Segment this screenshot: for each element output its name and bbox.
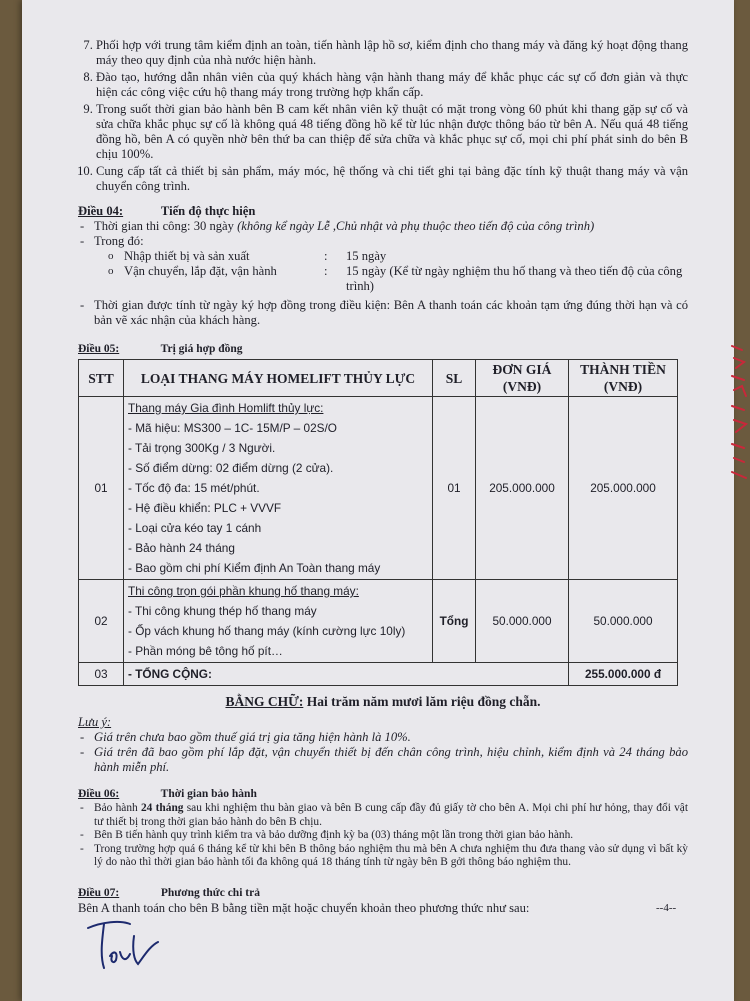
list-item — [78, 219, 688, 234]
item-heading: Thang máy Gia đình Homlift thủy lực: — [128, 401, 324, 415]
table-total-row — [79, 663, 678, 686]
cell-total: 205.000.000 — [569, 397, 678, 580]
section-title: Phương thức chi trả — [160, 886, 260, 899]
item-heading: Thi công trọn gói phần khung hố thang máy: — [128, 584, 359, 598]
sub-item-colon: : — [324, 264, 328, 278]
section-title: Trị giá hợp đồng — [160, 343, 243, 355]
list-item: - Giá trên đã bao gồm phí lắp đặt, vận chuyển thiết bị đến chân công trình, hiệu chỉnh, kiểm định và 24 tháng bảo hành miễn phí. — [78, 745, 688, 775]
item-line: - Loại cửa kéo tay 1 cánh — [128, 521, 262, 535]
construction-time-note: (không kể ngày Lễ ,Chủ nhật và phụ thuộc theo tiến độ của công trình) — [237, 219, 595, 233]
header-sl: SL — [433, 360, 476, 397]
list-item: - Thời gian được tính từ ngày ký hợp đồng trong điều kiện: Bên A thanh toán các khoản tạm ứng đúng thời hạn và có bản vẽ xác nhận của khách hàng. — [78, 298, 688, 328]
table-row — [79, 580, 678, 663]
cell-unit-price: 50.000.000 — [476, 580, 569, 663]
construction-time: Thời gian thi công: 30 ngày — [94, 219, 238, 233]
cell-stt: 01 — [79, 397, 124, 580]
item-line: - Bảo hành 24 tháng — [128, 541, 235, 555]
table-header-row — [79, 360, 678, 397]
section-heading-04 — [78, 204, 688, 219]
cell-sl: 01 — [433, 397, 476, 580]
obligations-list — [78, 38, 688, 194]
item-line: - Mã hiệu: MS300 – 1C- 15M/P – 02S/O — [128, 421, 337, 435]
cell-unit-price: 205.000.000 — [476, 397, 569, 580]
signature-icon — [80, 916, 170, 976]
list-item — [78, 802, 688, 829]
amount-in-words-text: Hai trăm năm mươi lăm riệu đồng chẵn. — [303, 694, 541, 709]
sub-item-label: o Vận chuyển, lắp đặt, vận hành — [124, 264, 277, 278]
list-item: - Trong đó: — [78, 234, 688, 249]
amount-in-words-label: BẰNG CHỮ: — [225, 694, 304, 709]
document-page — [22, 0, 734, 1001]
section-heading-07 — [78, 886, 688, 901]
list-item: 10. Cung cấp tất cả thiết bị sản phẩm, máy móc, hệ thống và chi tiết ghi tại bảng đặc tính kỹ thuật thang máy và vận chuyển công trình. — [96, 164, 688, 194]
page-number: --4-- — [656, 902, 677, 914]
warranty-text: Bảo hành — [94, 802, 141, 814]
section-title: Tiến độ thực hiện — [160, 204, 256, 218]
list-item — [78, 249, 688, 264]
price-table — [78, 359, 678, 686]
cell-sl: Tổng — [433, 580, 476, 663]
section-number: Điều 06: — [78, 788, 120, 800]
cell-total: 50.000.000 — [569, 580, 678, 663]
section-heading-05 — [78, 342, 688, 357]
header-type: LOẠI THANG MÁY HOMELIFT THỦY LỰC — [124, 360, 433, 397]
header-stt: STT — [79, 360, 124, 397]
section-number: Điều 07: — [78, 886, 120, 899]
list-item: - Bên B tiến hành quy trình kiểm tra và bảo dưỡng định kỳ ba (03) tháng một lần trong thời gian bảo hành. — [78, 829, 688, 843]
header-unit-price: ĐƠN GIÁ (VNĐ) — [476, 360, 569, 397]
header-total: THÀNH TIỀN (VNĐ) — [569, 360, 678, 397]
warranty-period: 24 tháng — [140, 802, 184, 814]
total-label: - TỔNG CỘNG: — [124, 663, 569, 686]
list-item: - Trong trường hợp quá 6 tháng kể từ khi bên B thông báo nghiệm thu mà bên A chưa nghiệm thu đưa thang vào sử dụng vì bất kỳ lý do nào thì thời gian bảo hành tối đa không quá 18 tháng tính từ ngày bên B gởi thông báo nghiệm thu. — [78, 843, 688, 870]
total-value: 255.000.000 đ — [569, 663, 678, 686]
item-line: - Phần móng bê tông hố pít… — [128, 644, 283, 658]
item-line: - Tốc độ đa: 15 mét/phút. — [128, 481, 260, 495]
payment-text: Bên A thanh toán cho bên B bằng tiền mặt hoặc chuyển khoản theo phương thức như sau: — [78, 900, 530, 915]
stamp-marks-icon — [728, 340, 750, 490]
item-line: - Hệ điều khiển: PLC + VVVF — [128, 501, 282, 515]
item-line: - Bao gồm chi phí Kiểm định An Toàn thang máy — [128, 561, 381, 575]
document-content — [78, 38, 688, 916]
amount-in-words — [78, 694, 688, 709]
list-item: 8. Đào tạo, hướng dẫn nhân viên của quý khách hàng vận hành thang máy để khắc phục các sự cố đơn giản và thực hiện các công việc cứu hộ thang máy trong trường hợp khẩn cấp. — [96, 70, 688, 100]
sub-item-label: o Nhập thiết bị và sản xuất — [124, 249, 250, 263]
cell-description — [124, 580, 433, 663]
item-line: - Thi công khung thép hố thang máy — [128, 604, 317, 618]
section-heading-06 — [78, 787, 688, 802]
list-item: 9. Trong suốt thời gian bảo hành bên B cam kết nhân viên kỹ thuật có mặt trong vòng 60 phút khi thang gặp sự cố và sửa chữa khắc phục sự cố là không quá 48 tiếng đồng hồ kể từ lúc nhận được thông báo từ bên A. Nếu quá 48 tiếng đồng hồ, bên A có quyền nhờ bên thứ ba can thiệp để sửa chữa và khắc phục sự cố, mọi chi phí phát sinh do bên B chịu 100%. — [96, 102, 688, 162]
item-line: - Số điểm dừng: 02 điểm dừng (2 cửa). — [128, 461, 334, 475]
item-line: - Tải trọng 300Kg / 3 Người. — [128, 441, 276, 455]
section-title: Thời gian bảo hành — [160, 788, 257, 800]
cell-stt: 02 — [79, 580, 124, 663]
sub-item-value: 15 ngày — [346, 249, 387, 263]
note-label: Lưu ý: — [78, 715, 112, 729]
cell-description — [124, 397, 433, 580]
list-item: - Giá trên chưa bao gồm thuế giá trị gia tăng hiện hành là 10%. — [78, 730, 688, 745]
list-item: 7. Phối hợp với trung tâm kiểm định an toàn, tiến hành lập hồ sơ, kiểm định cho thang máy và đăng ký hoạt động thang máy theo quy định của nhà nước hiện hành. — [96, 38, 688, 68]
warranty-text: sau khi nghiệm thu bàn giao và bên B cung cấp đầy đủ giấy tờ cho bên A. Mọi chi phí hư hỏng, thay đổi vật tư thiết bị trong thời gian bảo hành do bên B chịu. — [94, 802, 689, 828]
sub-item-colon: : — [324, 249, 328, 263]
sub-item-value: 15 ngày (Kể từ ngày nghiệm thu hố thang và theo tiến độ của công trình) — [346, 264, 683, 293]
cell-stt: 03 — [79, 663, 124, 686]
item-line: - Ốp vách khung hố thang máy (kính cường lực 10ly) — [128, 624, 406, 638]
section-number: Điều 04: — [78, 204, 124, 218]
table-row — [79, 397, 678, 580]
section-number: Điều 05: — [78, 343, 120, 355]
list-item — [78, 264, 688, 294]
